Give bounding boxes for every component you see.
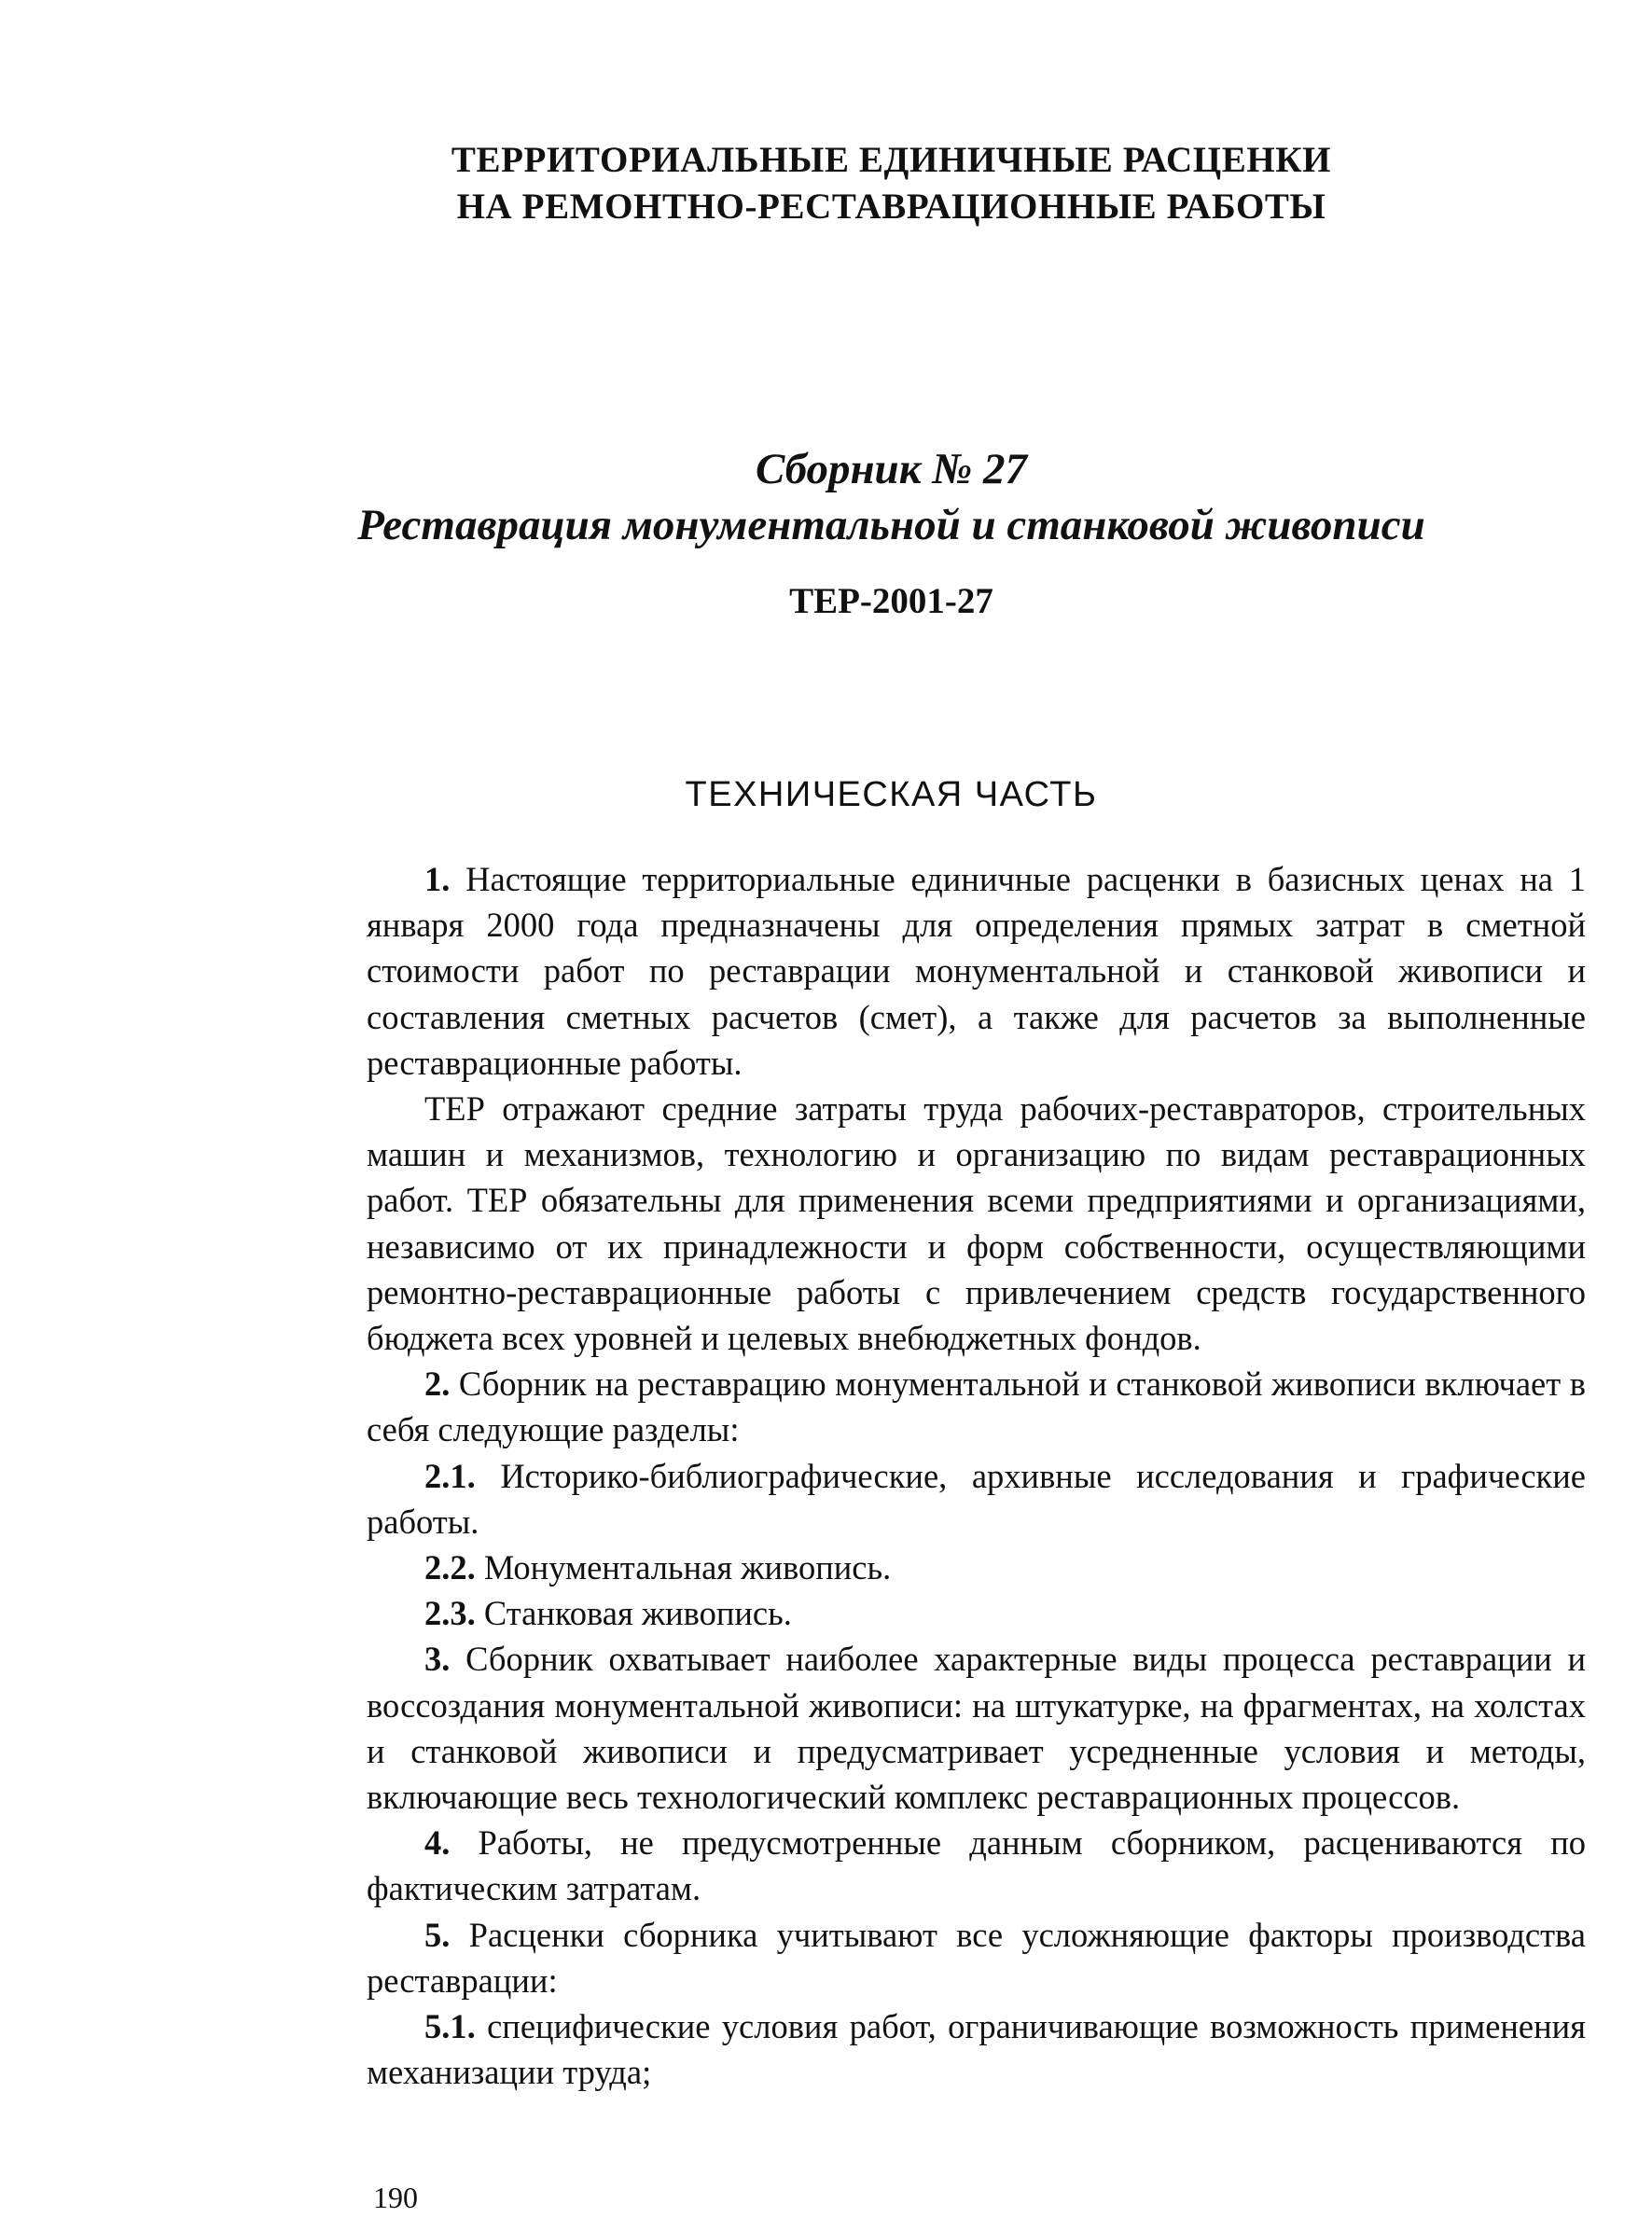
paragraph-number: 4. xyxy=(424,1823,451,1863)
paragraph-number: 2.1. xyxy=(424,1456,476,1495)
paragraph-number: 3. xyxy=(424,1640,451,1679)
section-title: ТЕХНИЧЕСКАЯ ЧАСТЬ xyxy=(685,775,1098,814)
collection-number: Сборник № 27 xyxy=(755,445,1028,493)
paragraph-number: 2. xyxy=(424,1365,451,1404)
paragraph-number: 5. xyxy=(424,1915,451,1954)
paragraph xyxy=(367,1820,1586,1911)
paragraph-text: Монументальная живопись. xyxy=(483,1548,892,1587)
paragraph-number: 1. xyxy=(424,860,451,898)
paragraph-text: Историко-библиографические, архивные исследования и графические работы. xyxy=(367,1456,1587,1541)
paragraph xyxy=(367,1361,1586,1452)
document-code: ТЕР-2001-27 xyxy=(789,581,993,621)
paragraph-text: специфические условия работ, ограничивающие возможность применения механизации труда; xyxy=(367,2007,1586,2092)
paragraph-number: 2.3. xyxy=(424,1594,476,1633)
paragraph-text: Расценки сборника учитывают все усложняющие факторы производства реставрации: xyxy=(367,1915,1586,2000)
page-number: 190 xyxy=(373,2181,418,2214)
collection-title: Реставрация монументальной и станковой живописи xyxy=(357,501,1425,549)
body-text xyxy=(367,856,1586,2095)
paragraph-number: 5.1. xyxy=(424,2007,476,2046)
paragraph xyxy=(367,1912,1586,2003)
paragraph-text: Настоящие территориальные единичные расценки в базисных ценах на 1 января 2000 года предназначены для определения прямых затрат в сметной стоимости работ по реставрации монументальной и станковой живописи и составления сметных расчетов (смет), а также для расчетов за выполненные реставрационные работы. xyxy=(367,860,1586,1082)
paragraph-number: 2.2. xyxy=(424,1548,476,1587)
paragraph-text: Сборник на реставрацию монументальной и станковой живописи включает в себя следующие разделы: xyxy=(367,1365,1586,1449)
paragraph-text: Работы, не предусмотренные данным сборником, расцениваются по фактическим затратам. xyxy=(367,1823,1586,1908)
paragraph xyxy=(367,856,1586,1086)
header-line-1: ТЕРРИТОРИАЛЬНЫЕ ЕДИНИЧНЫЕ РАСЦЕНКИ xyxy=(451,140,1332,180)
paragraph xyxy=(367,1545,1586,1590)
paragraph xyxy=(367,1590,1586,1636)
document-header xyxy=(0,137,1652,230)
paragraph-text: Станковая живопись. xyxy=(483,1594,792,1633)
paragraph xyxy=(367,1453,1586,1545)
collection-block xyxy=(0,441,1652,553)
paragraph xyxy=(367,1086,1586,1361)
paragraph xyxy=(367,1636,1586,1820)
paragraph-text: ТЕР отражают средние затраты труда рабочих-реставраторов, строительных машин и механизмов, технологию и организацию по видам реставрационных работ. ТЕР обязательны для применения всеми предприятиями и организациями, независимо от их принадлежности и форм собственности, осуществляющими ремонтно-реставрационные работы с привлечением средств государственного бюджета всех уровней и целевых внебюджетных фондов. xyxy=(367,1089,1586,1358)
paragraph xyxy=(367,2003,1586,2095)
paragraph-text: Сборник охватывает наиболее характерные виды процесса реставрации и воссоздания монументальной живописи: на штукатурке, на фрагментах, на холстах и станковой живописи и предусматривает усредненные условия и методы, включающие весь технологический комплекс реставрационных процессов. xyxy=(367,1640,1587,1817)
header-line-2: НА РЕМОНТНО-РЕСТАВРАЦИОННЫЕ РАБОТЫ xyxy=(456,187,1326,227)
